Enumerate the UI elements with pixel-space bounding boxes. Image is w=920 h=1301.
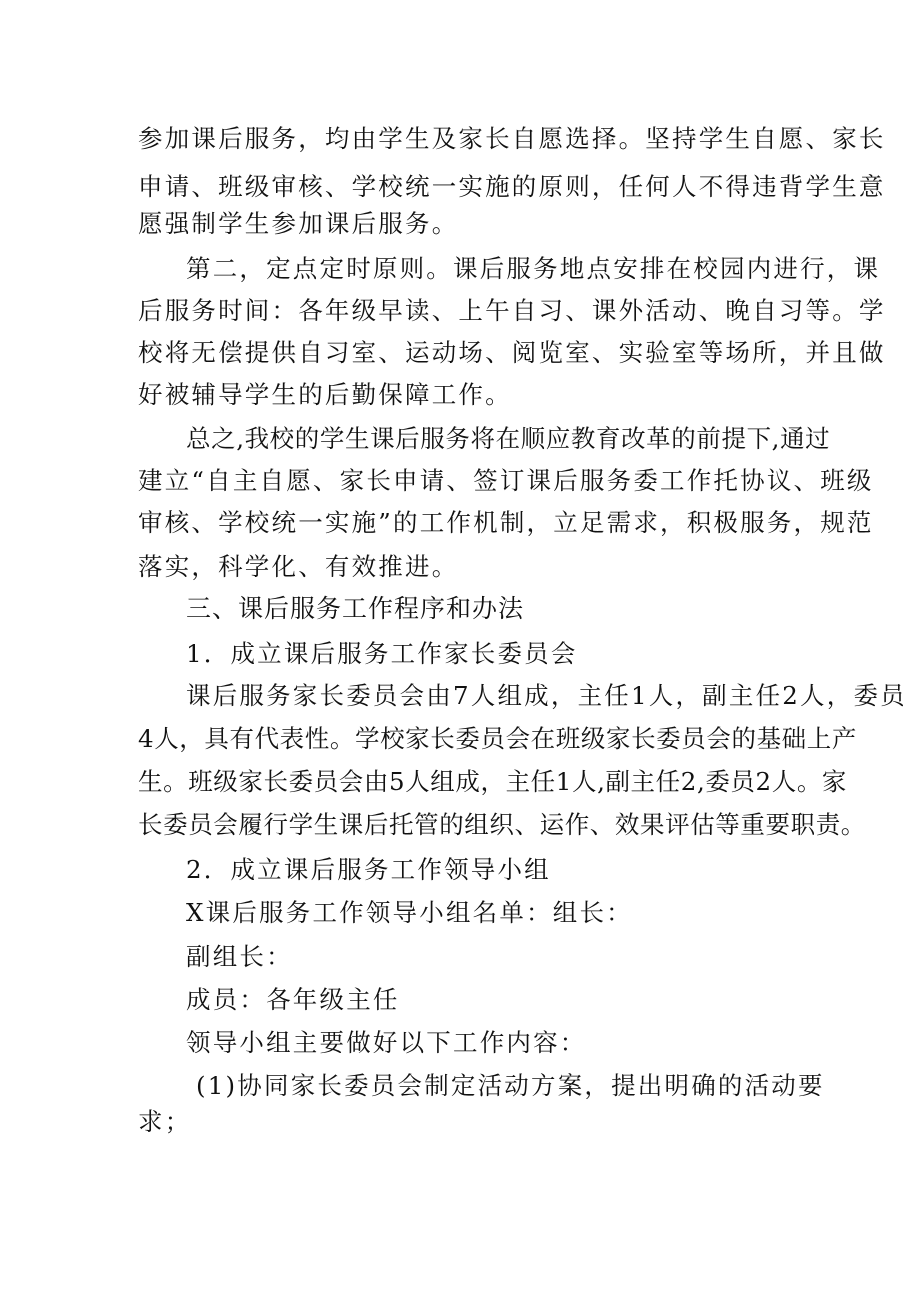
paragraph-line: 校将无偿提供自习室、运动场、阅览室、实验室等场所，并且做: [138, 338, 886, 367]
subsection-heading: 1．成立课后服务工作家长委员会: [186, 639, 578, 668]
paragraph-line: 总之,我校的学生课后服务将在顺应教育改革的前提下,通过: [186, 424, 831, 453]
paragraph-line: 第二，定点定时原则。课后服务地点安排在校园内进行，课: [186, 254, 881, 283]
paragraph-line: 副组长：: [186, 942, 293, 971]
paragraph-line: 领导小组主要做好以下工作内容：: [186, 1028, 587, 1057]
subsection-heading: 2．成立课后服务工作领导小组: [186, 855, 551, 884]
paragraph-line: 愿强制学生参加课后服务。: [138, 209, 459, 238]
paragraph-line: 申请、班级审核、学校统一实施的原则，任何人不得违背学生意: [138, 172, 886, 201]
list-item: (1)协同家长委员会制定活动方案，提出明确的活动要: [196, 1071, 825, 1100]
paragraph-line: 建立“自主自愿、家长申请、签订课后服务委工作托协议、班级: [138, 466, 874, 495]
paragraph-line: 落实，科学化、有效推进。: [138, 552, 459, 581]
list-item-continuation: 求；: [138, 1107, 192, 1136]
paragraph-line: 课后服务家长委员会由7人组成，主任1人，副主任2人，委员: [186, 681, 907, 710]
paragraph-line: 参加课后服务，均由学生及家长自愿选择。坚持学生自愿、家长: [138, 124, 886, 153]
paragraph-line: 长委员会履行学生课后托管的组织、运作、效果评估等重要职责。: [138, 810, 866, 839]
paragraph-line: X课后服务工作领导小组名单：组长：: [186, 898, 633, 927]
paragraph-line: 成员：各年级主任: [186, 985, 400, 1014]
paragraph-line: 生。班级家长委员会由5人组成，主任1人,副主任2,委员2人。家: [138, 767, 848, 796]
paragraph-line: 4人，具有代表性。学校家长委员会在班级家长委员会的基础上产: [138, 724, 857, 753]
paragraph-line: 后服务时间：各年级早读、上午自习、课外活动、晚自习等。学: [138, 296, 886, 325]
paragraph-line: 审核、学校统一实施”的工作机制，立足需求，积极服务，规范: [138, 508, 874, 537]
section-heading: 三、课后服务工作程序和办法: [186, 594, 525, 623]
paragraph-line: 好被辅导学生的后勤保障工作。: [138, 380, 512, 409]
